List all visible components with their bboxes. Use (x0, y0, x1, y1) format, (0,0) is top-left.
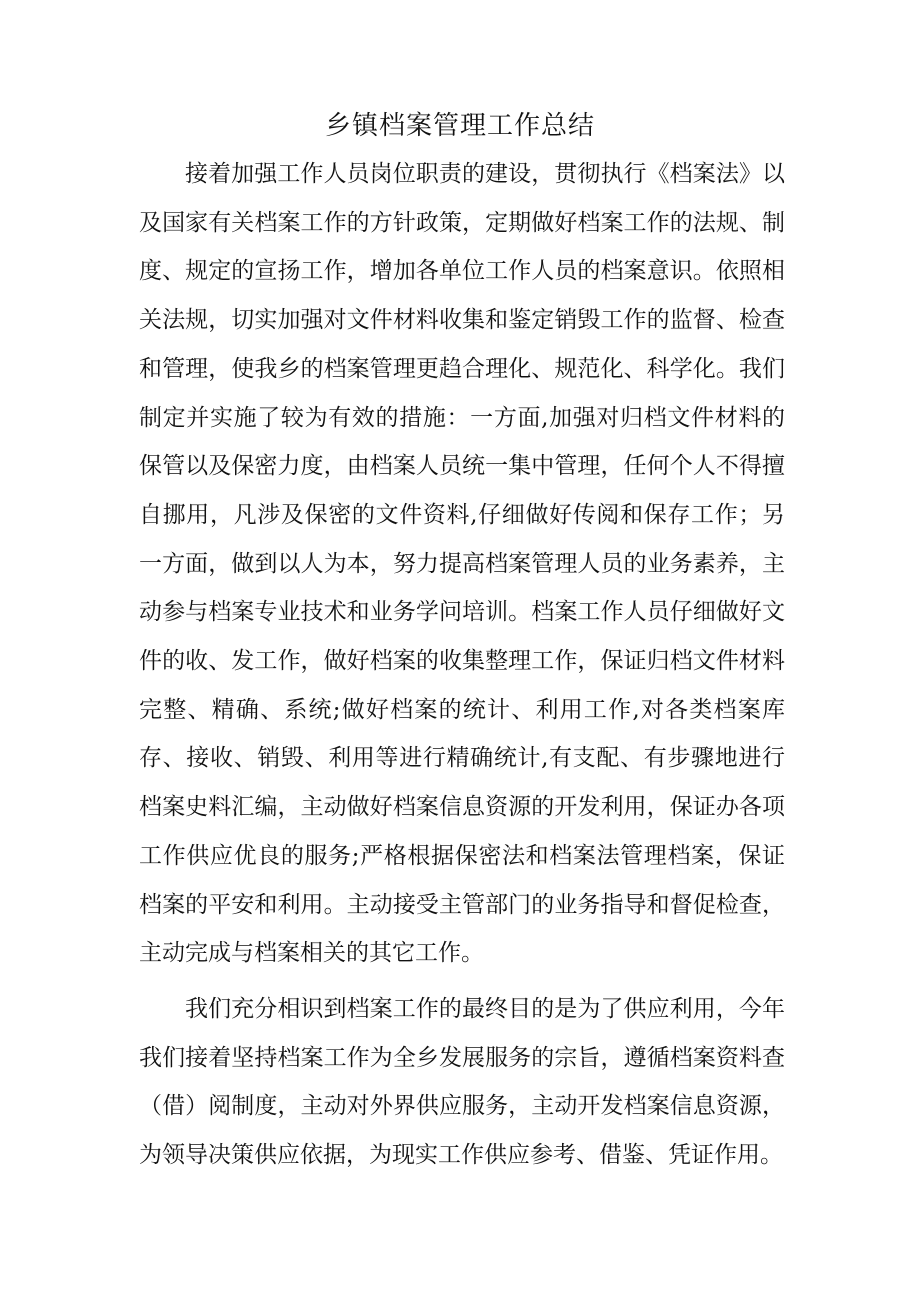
document-title: 乡镇档案管理工作总结 (324, 111, 595, 141)
document-body (139, 150, 785, 1180)
paragraph-1: 接着加强工作人员岗位职责的建设，贯彻执行《档案法》以及国家有关档案工作的方针政策，定期做好档案工作的法规、制度、规定的宣扬工作，增加各单位工作人员的档案意识。依照相关法规，切实加强对文件材料收集和鉴定销毁工作的监督、检查和管理，使我乡的档案管理更趋合理化、规范化、科学化。我们制定并实施了较为有效的措施：一方面,加强对归档文件材料的保管以及保密力度，由档案人员统一集中管理，任何个人不得擅自挪用，凡涉及保密的文件资料,仔细做好传阅和保存工作；另一方面，做到以人为本，努力提高档案管理人员的业务素养，主动参与档案专业技术和业务学问培训。档案工作人员仔细做好文件的收、发工作，做好档案的收集整理工作，保证归档文件材料完整、精确、系统;做好档案的统计、利用工作,对各类档案库存、接收、销毁、利用等进行精确统计,有支配、有步骤地进行档案史料汇编，主动做好档案信息资源的开发利用，保证办各项工作供应优良的服务;严格根据保密法和档案法管理档案，保证档案的平安和利用。主动接受主管部门的业务指导和督促检查，主动完成与档案相关的其它工作。 (139, 161, 785, 967)
paragraph-2: 我们充分相识到档案工作的最终目的是为了供应利用，今年我们接着坚持档案工作为全乡发展服务的宗旨，遵循档案资料查（借）阅制度，主动对外界供应服务，主动开发档案信息资源，为领导决策供应依据，为现实工作供应参考、借鉴、凭证作用。 (139, 995, 785, 1169)
